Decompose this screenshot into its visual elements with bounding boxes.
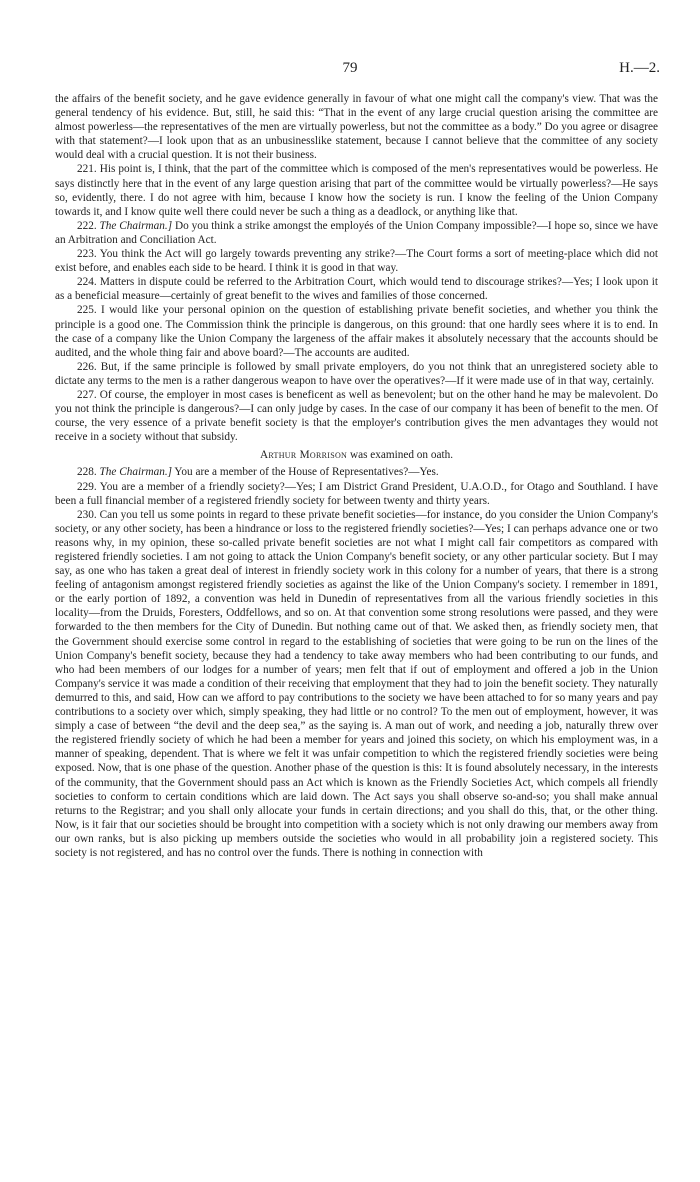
paragraph-221: 221. His point is, I think, that the part of the committee which is composed of the men's representatives would be powerless. He says distinctly here that in the event of any large question arising that part of the committee would be virtually powerless?—He says so, evidently, there. I do not agree with him, because I know how the society is run. I know the feeling of the Union Company towards it, and I know quite well there could never be such a thing as a deadlock, or anything like that.	[55, 163, 658, 218]
paragraph-text: You are a member of the House of Representatives?—Yes.	[174, 466, 439, 479]
paragraph-230: 230. Can you tell us some points in regard to these private benefit societies—for instance, do you consider the Union Company's society, or any other society, has been a hindrance or loss to the registered friendly societies?—Yes; I can perhaps advance one or two reasons why, in my opinion, these so-called private benefit societies are not what I might call fair competitors as compared with registered friendly societies. I am not going to attack the Union Company's benefit society, or any other particular society. But I may say, as one who has taken a great deal of interest in friendly society work in this colony for a number of years, that there is a strong feeling of antagonism amongst registered friendly societies as against the like of the Union Company's society. I remember in 1891, or the early portion of 1892, a convention was held in Dunedin of representatives from all the various friendly societies in this locality—from the Druids, Foresters, Oddfellows, and so on. At that convention some strong resolutions were passed, and they were forwarded to the then members for the City of Dunedin. But nothing came out of that. We asked then, as friendly society men, that the Government should exercise some control in regard to the establishing of societies that were going to be run on the lines of the Union Company's benefit society, because they had a tendency to take away members who had been contributing to our funds, and who had been members of our lodges for a number of years; men felt that if out of employment and offered a job in the Union Company's service it was made a condition of their receiving that employment that they had to join the benefit society. They naturally demurred to this, and said, How can we afford to pay contributions to the society we have been attached to for so many years and pay contributions to a society over which, simply speaking, they had little or no control? To the men out of employment, however, it was simply a case of between “the devil and the deep sea,” as the saying is. A man out of work, and needing a job, naturally threw over the registered friendly society of which he had been a member for years and joined this society, on which his employment was, in a manner of speaking, dependent. That is where we felt it was unfair competition to which the registered friendly societies were being exposed. Now, that is one phase of the question. Another phase of the question is this: It is found absolutely necessary, in the interests of the community, that the Government should pass an Act which is known as the Friendly Societies Act, which compels all friendly societies to conform to certain conditions which are laid down. The Act says you shall observe so-and-so; you shall make annual returns to the Registrar; and you shall only allocate your funds in certain directions; and you shall do this, that, or the other thing. Now, is it fair that our societies should be brought into competition with a society which is not only drawing our members away from our own ranks, but is also picking up members outside the societies who would in all probability join a registered society. This society is not registered, and has no control over the funds. There is nothing in connection with	[55, 508, 658, 859]
paragraph-227: 227. Of course, the employer in most cases is beneficent as well as benevolent; but on the other hand he may be malevolent. Do you not think the principle is dangerous?—I can only judge by cases. In the case of our company it has been of benefit to the men. Of course, the very essence of a private benefit society is that the employer's contribution gives the men advantages they would not receive in a society without that subsidy.	[55, 388, 658, 444]
witness-note: was examined on oath.	[349, 449, 454, 462]
speaker-label: The Chairman.]	[99, 219, 173, 232]
page-number: 79	[342, 60, 358, 76]
paragraph-222	[55, 219, 658, 247]
paragraph-continued: the affairs of the benefit society, and he gave evidence generally in favour of what one might call the company's view. That was the general tendency of his evidence. But, still, he said this: “That in the event of any large crucial question arising the committee are almost powerless—the representatives of the men are virtually powerless, but not the committee as a body.” Do you agree or disagree with that statement?—I look upon that as an unbusinesslike statement, because I cannot believe that the committee of any society would deal with a crucial question. It is not their business.	[55, 93, 658, 162]
paragraph-228	[55, 465, 658, 479]
witness-name: Arthur Morrison	[259, 449, 348, 462]
paragraph-223: 223. You think the Act will go largely towards preventing any strike?—The Court forms a sort of meeting-place which did not exist before, and enables each side to be heard. I think it is good in that way.	[55, 248, 658, 275]
paragraph-225: 225. I would like your personal opinion on the question of establishing private benefit societies, and whether you think the principle is a good one. The Commission think the principle is dangerous, on this ground: that one hardly sees where it is to end. In the case of a company like the Union Company the largeness of the affair makes it absolutely necessary that the accounts should be audited, and the whole thing fair and above board?—The accounts are audited.	[55, 304, 658, 359]
paragraph-226: 226. But, if the same principle is followed by small private employers, do you not think that an unregistered society able to dictate any terms to the men is a rather dangerous weapon to have over the operatives?—If it were made use of in that way, certainly.	[55, 360, 658, 387]
question-number: 222.	[77, 219, 97, 232]
question-number: 228.	[77, 466, 97, 479]
paragraph-text: Do you think a strike amongst the employés of the Union Company impossible?—I hope so, since we have an Arbitration and Conciliation Act.	[55, 219, 659, 246]
paragraph-224: 224. Matters in dispute could be referred to the Arbitration Court, which would tend to discourage strikes?—Yes; I look upon it as a beneficial measure—certainly of great benefit to the wives and families of those concerned.	[55, 276, 658, 303]
speaker-label: The Chairman.]	[99, 466, 173, 479]
document-body	[55, 92, 658, 860]
witness-heading	[55, 448, 658, 462]
document-reference: H.—2.	[619, 60, 660, 76]
paragraph-229: 229. You are a member of a friendly society?—Yes; I am District Grand President, U.A.O.D., for Otago and Southland. I have been a full financial member of a registered friendly society for between twenty and thirty years.	[55, 480, 658, 507]
